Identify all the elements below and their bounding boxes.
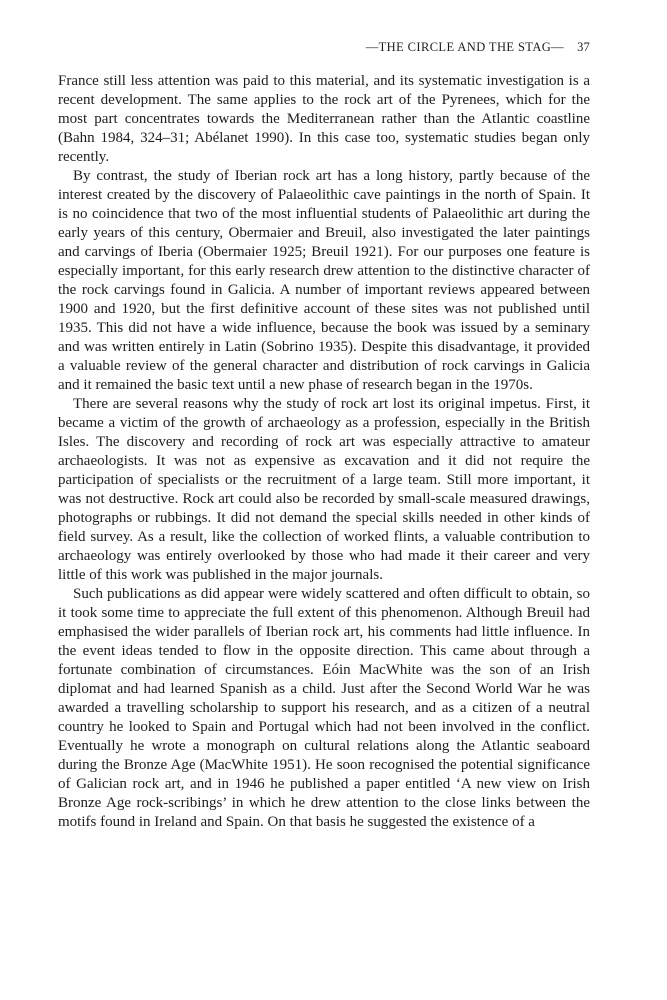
paragraph: France still less attention was paid to this material, and its systematic investigation is a recent development. The same applies to the rock art of the Pyrenees, which for the most part concentrates towards the Mediterranean rather than the Atlantic coastline (Bahn 1984, 324–31; Abélanet 1990). In this case too, systematic studies began only recently. [58,73,590,165]
running-title: —THE CIRCLE AND THE STAG— [365,40,565,54]
page-number: 37 [577,40,590,54]
paragraph: By contrast, the study of Iberian rock art has a long history, partly because of the interest created by the discovery of Palaeolithic cave paintings in the north of Spain. It is no coincidence that two of the most influential students of Palaeolithic art during the early years of this century, Obermaier and Breuil, also investigated the later paintings and carvings of Iberia (Obermaier 1925; Breuil 1921). For our purposes one feature is especially important, for this early research drew attention to the distinctive character of the rock carvings found in Galicia. A number of important reviews appeared between 1900 and 1920, but the first definitive account of these sites was not published until 1935. This did not have a wide influence, because the book was issued by a seminary and was written entirely in Latin (Sobrino 1935). Despite this disadvantage, it provided a valuable review of the general character and distribution of rock carvings in Galicia and it remained the basic text until a new phase of research began in the 1970s. [58,168,590,393]
page-header [58,40,590,55]
body-text [58,72,590,832]
paragraph: There are several reasons why the study of rock art lost its original impetus. First, it became a victim of the growth of archaeology as a profession, especially in the British Isles. The discovery and recording of rock art was especially attractive to amateur archaeologists. It was not as expensive as excavation and it did not require the participation of specialists or the recruitment of a large team. Still more important, it was not destructive. Rock art could also be recorded by small-scale measured drawings, photographs or rubbings. It did not demand the special skills needed in other kinds of field survey. As a result, like the collection of worked flints, a valuable contribution to archaeology was entirely overlooked by those who had made it their career and very little of this work was published in the major journals. [58,396,590,583]
paragraph: Such publications as did appear were widely scattered and often difficult to obtain, so it took some time to appreciate the full extent of this phenomenon. Although Breuil had emphasised the wider parallels of Iberian rock art, his comments had little influence. In the event ideas tended to flow in the opposite direction. This came about through a fortunate combination of circumstances. Eóin MacWhite was the son of an Irish diplomat and had learned Spanish as a child. Just after the Second World War he was awarded a travelling scholarship to support his research, and as a citizen of a neutral country he looked to Spain and Portugal which had not been involved in the conflict. Eventually he wrote a monograph on cultural relations along the Atlantic seaboard during the Bronze Age (MacWhite 1951). He soon recognised the potential significance of Galician rock art, and in 1946 he published a paper entitled ‘A new view on Irish Bronze Age rock-scribings’ in which he drew attention to the close links between the motifs found in Ireland and Spain. On that basis he suggested the existence of a [58,586,590,830]
